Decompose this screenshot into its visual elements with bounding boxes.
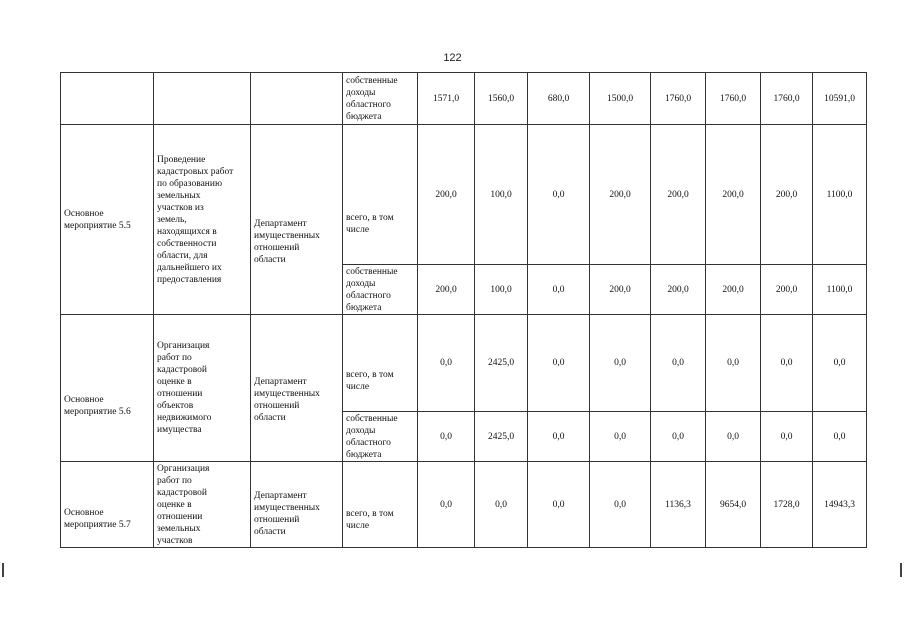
department-cell (251, 125, 343, 315)
name-line: объектов (157, 401, 194, 411)
department-line: отношений (254, 514, 300, 525)
department-line: Департамент (254, 218, 307, 229)
event-cell (61, 315, 154, 462)
value-cell: 0,0 (813, 412, 867, 462)
department-cell (251, 73, 343, 125)
value-cell: 0,0 (590, 315, 651, 412)
value-cell: 1760,0 (706, 73, 761, 125)
name-line: Проведение (157, 154, 206, 165)
name-line: участков (157, 535, 193, 546)
department-line: отношений (254, 401, 300, 411)
value-cell: 0,0 (418, 315, 475, 412)
value-cell: 0,0 (761, 315, 813, 412)
name-cell (154, 125, 251, 315)
value-cell: 0,0 (706, 412, 761, 462)
name-line: кадастровой (157, 487, 207, 498)
value-cell: 1571,0 (418, 73, 475, 125)
event-line: мероприятие 5.6 (64, 407, 131, 417)
value-cell: 0,0 (651, 315, 706, 412)
name-line: дальнейшего их (157, 262, 222, 273)
department-line: области (254, 254, 286, 265)
value-cell: 0,0 (813, 315, 867, 412)
value-cell: 1100,0 (813, 265, 867, 315)
table-row (61, 462, 867, 548)
value-cell: 200,0 (761, 265, 813, 315)
name-line: недвижимого (157, 413, 212, 423)
source-line: всего, в том (346, 212, 394, 223)
name-line: земельных (157, 190, 201, 201)
name-line: отношении (157, 511, 203, 522)
source-line: доходы (346, 87, 376, 98)
value-cell: 0,0 (528, 412, 590, 462)
value-cell: 0,0 (590, 462, 651, 548)
department-line: имущественных (254, 389, 320, 399)
event-cell (61, 462, 154, 548)
source-line: бюджета (346, 302, 382, 313)
department-cell (251, 462, 343, 548)
source-line: бюджета (346, 111, 382, 122)
name-line: работ по (157, 475, 192, 486)
value-cell: 0,0 (706, 315, 761, 412)
value-cell: 200,0 (590, 265, 651, 315)
value-cell: 100,0 (475, 265, 528, 315)
source-cell (343, 73, 418, 125)
value-cell: 9654,0 (706, 462, 761, 548)
source-cell (343, 125, 418, 265)
value-cell: 1100,0 (813, 125, 867, 265)
source-line: всего, в том (346, 508, 394, 519)
value-cell: 200,0 (651, 125, 706, 265)
source-line: собственные (346, 75, 398, 86)
value-cell: 0,0 (761, 412, 813, 462)
name-line: земельных (157, 523, 201, 534)
name-line: участков из (157, 202, 204, 213)
source-line: числе (346, 224, 370, 235)
department-line: имущественных (254, 230, 320, 241)
name-line: собственности (157, 238, 217, 249)
name-line: области, для (157, 250, 208, 261)
scan-edge-mark (900, 563, 902, 577)
name-line: по образованию (157, 178, 223, 189)
source-line: областного (346, 290, 391, 301)
source-cell (343, 315, 418, 412)
source-line: областного (346, 437, 391, 448)
value-cell: 0,0 (418, 412, 475, 462)
department-line: имущественных (254, 502, 320, 513)
value-cell: 1760,0 (761, 73, 813, 125)
name-line: имущества (157, 425, 202, 435)
department-line: Департамент (254, 377, 307, 387)
event-line: Основное (64, 507, 104, 518)
value-cell: 200,0 (706, 125, 761, 265)
name-line: Организация (157, 341, 210, 351)
name-line: кадастровой (157, 365, 207, 375)
value-cell: 0,0 (475, 462, 528, 548)
source-line: областного (346, 99, 391, 110)
value-cell: 1560,0 (475, 73, 528, 125)
name-line: находящихся в (157, 226, 217, 237)
department-line: Департамент (254, 490, 307, 501)
name-line: отношении (157, 389, 203, 399)
name-line: оценке в (157, 377, 192, 387)
budget-table (60, 72, 867, 548)
value-cell: 1760,0 (651, 73, 706, 125)
name-cell (154, 73, 251, 125)
value-cell: 200,0 (418, 125, 475, 265)
value-cell: 200,0 (590, 125, 651, 265)
value-cell: 0,0 (590, 412, 651, 462)
value-cell: 200,0 (651, 265, 706, 315)
source-cell (343, 462, 418, 548)
source-line: числе (346, 520, 370, 531)
page-number: 122 (443, 52, 462, 64)
value-cell: 680,0 (528, 73, 590, 125)
value-cell: 0,0 (528, 462, 590, 548)
department-line: области (254, 413, 286, 423)
source-line: всего, в том (346, 370, 394, 380)
scan-edge-mark (2, 563, 4, 577)
event-line: Основное (64, 208, 104, 219)
value-cell: 0,0 (528, 265, 590, 315)
value-cell: 2425,0 (475, 412, 528, 462)
name-line: предоставления (157, 274, 222, 285)
source-line: доходы (346, 278, 376, 289)
name-cell (154, 315, 251, 462)
department-line: отношений (254, 242, 300, 253)
table-row (61, 315, 867, 412)
name-line: Организация (157, 463, 210, 474)
source-line: числе (346, 382, 370, 392)
value-cell: 14943,3 (813, 462, 867, 548)
name-line: оценке в (157, 499, 192, 510)
value-cell: 1500,0 (590, 73, 651, 125)
event-cell (61, 73, 154, 125)
name-line: земель, (157, 214, 187, 225)
name-line: работ по (157, 353, 192, 363)
event-line: Основное (64, 395, 104, 405)
value-cell: 200,0 (761, 125, 813, 265)
source-line: собственные (346, 413, 398, 424)
source-cell (343, 412, 418, 462)
name-line: кадастровых работ (157, 166, 234, 177)
source-line: бюджета (346, 449, 382, 460)
value-cell: 100,0 (475, 125, 528, 265)
department-line: области (254, 526, 286, 537)
value-cell: 200,0 (706, 265, 761, 315)
value-cell: 200,0 (418, 265, 475, 315)
event-cell (61, 125, 154, 315)
source-line: собственные (346, 266, 398, 277)
value-cell: 2425,0 (475, 315, 528, 412)
value-cell: 1728,0 (761, 462, 813, 548)
table-row (61, 125, 867, 265)
source-cell (343, 265, 418, 315)
value-cell: 0,0 (418, 462, 475, 548)
value-cell: 10591,0 (813, 73, 867, 125)
name-cell (154, 462, 251, 548)
event-line: мероприятие 5.5 (64, 220, 131, 231)
source-line: доходы (346, 425, 376, 436)
department-cell (251, 315, 343, 462)
event-line: мероприятие 5.7 (64, 519, 131, 530)
table-row (61, 73, 867, 125)
value-cell: 0,0 (528, 125, 590, 265)
value-cell: 0,0 (528, 315, 590, 412)
value-cell: 1136,3 (651, 462, 706, 548)
value-cell: 0,0 (651, 412, 706, 462)
